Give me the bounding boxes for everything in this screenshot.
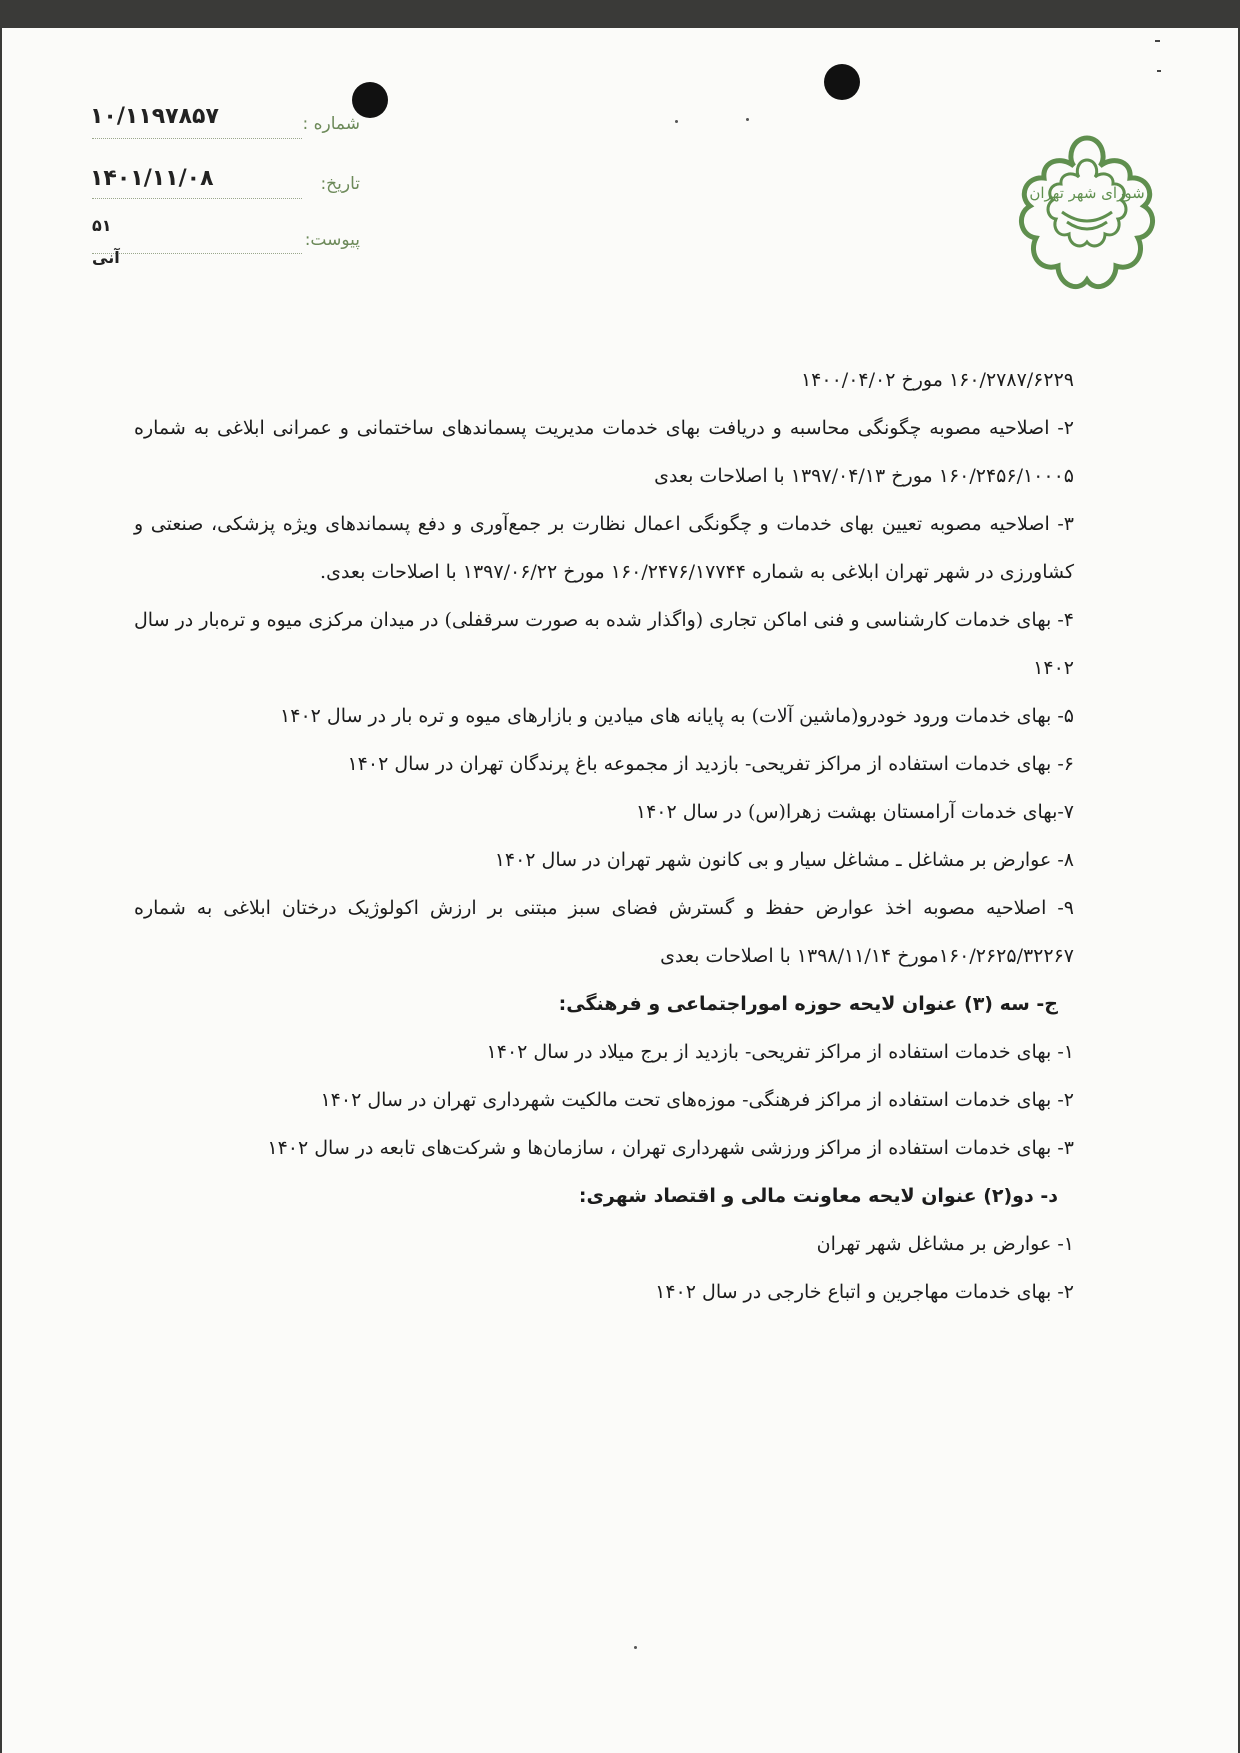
scan-mark: [1155, 40, 1160, 42]
body-item: ۶- بهای خدمات استفاده از مراکز تفریحی- بازدید از مجموعه باغ پرندگان تهران در سال ۱۴۰۲: [347, 753, 1074, 775]
urgency-label: آنی: [92, 248, 120, 267]
section-c-item: ۱- بهای خدمات استفاده از مراکز تفریحی- بازدید از برج میلاد در سال ۱۴۰۲: [486, 1041, 1074, 1063]
body-line: ۱۶۰/۲۷۸۷/۶۲۲۹ مورخ ۱۴۰۰/۰۴/۰۲: [800, 369, 1074, 391]
section-c-item: ۲- بهای خدمات استفاده از مراکز فرهنگی- موزه‌های تحت مالکیت شهرداری تهران در سال ۱۴۰۲: [320, 1089, 1074, 1111]
body-item: ۸- عوارض بر مشاغل ـ مشاغل سیار و بی کانون شهر تهران در سال ۱۴۰۲: [494, 849, 1074, 871]
section-d-item: ۱- عوارض بر مشاغل شهر تهران: [816, 1233, 1074, 1255]
section-c-heading: ج- سه (۳) عنوان لایحه حوزه اموراجتماعی و فرهنگی:: [558, 993, 1058, 1015]
body-item: ۴- بهای خدمات کارشناسی و فنی اماکن تجاری (واگذار شده به صورت سرقفلی) در میدان مرکزی میوه و تره‌بار در سال ۱۴۰۲: [134, 609, 1074, 679]
attachment-line: [92, 253, 302, 254]
body-item: ۷-بهای خدمات آرامستان بهشت زهرا(س) در سال ۱۴۰۲: [635, 801, 1074, 823]
body-item: ۵- بهای خدمات ورود خودرو(ماشین آلات) به پایانه های میادین و بازارهای میوه و تره بار در سال ۱۴۰۲: [280, 705, 1074, 727]
scan-speck: [634, 1646, 637, 1649]
date-line: [92, 198, 302, 199]
letter-body: [134, 356, 1074, 1316]
logo-text: شورای شهر تهران: [1029, 184, 1145, 202]
letter-number: ۱۰/۱۱۹۷۸۵۷: [90, 104, 219, 129]
date-label: تاریخ:: [320, 174, 360, 194]
number-line: [92, 138, 302, 139]
document-page: [2, 28, 1238, 1753]
scan-speck: [746, 118, 749, 121]
letter-date: ۱۴۰۱/۱۱/۰۸: [90, 166, 214, 191]
section-d-item: ۲- بهای خدمات مهاجرین و اتباع خارجی در سال ۱۴۰۲: [655, 1281, 1074, 1303]
punch-hole-left: [352, 82, 388, 118]
council-logo: [1012, 130, 1162, 300]
section-c-item: ۳- بهای خدمات استفاده از مراکز ورزشی شهرداری تهران ، سازمان‌ها و شرکت‌های تابعه در سال ۱۴۰۲: [267, 1137, 1074, 1159]
punch-hole-right: [824, 64, 860, 100]
number-label: شماره :: [302, 114, 360, 134]
body-item: ۳- اصلاحیه مصوبه تعیین بهای خدمات و چگونگی اعمال نظارت بر جمع‌آوری و دفع پسماندهای ویژه پزشکی، صنعتی و کشاورزی در شهر تهران ابلاغی به شماره ۱۶۰/۲۴۷۶/۱۷۷۴۴ مورخ ۱۳۹۷/۰۶/۲۲ با اصلاحات بعدی.: [134, 513, 1074, 583]
section-d-heading: د- دو(۲) عنوان لایحه معاونت مالی و اقتصاد شهری:: [578, 1185, 1058, 1207]
scan-mark: [1157, 70, 1161, 72]
attachment-value: ۵۱: [92, 216, 112, 235]
scan-speck: [675, 120, 678, 123]
attachment-label: پیوست:: [304, 230, 360, 250]
body-item: ۲- اصلاحیه مصوبه چگونگی محاسبه و دریافت بهای خدمات مدیریت پسماندهای ساختمانی و عمرانی ابلاغی به شماره ۱۶۰/۲۴۵۶/۱۰۰۰۵ مورخ ۱۳۹۷/۰۴/۱۳ با اصلاحات بعدی: [134, 417, 1074, 487]
body-item: ۹- اصلاحیه مصوبه اخذ عوارض حفظ و گسترش فضای سبز مبتنی بر ارزش اکولوژیک درختان ابلاغی به شماره ۱۶۰/۲۶۲۵/۳۲۲۶۷مورخ ۱۳۹۸/۱۱/۱۴ با اصلاحات بعدی: [134, 897, 1074, 967]
